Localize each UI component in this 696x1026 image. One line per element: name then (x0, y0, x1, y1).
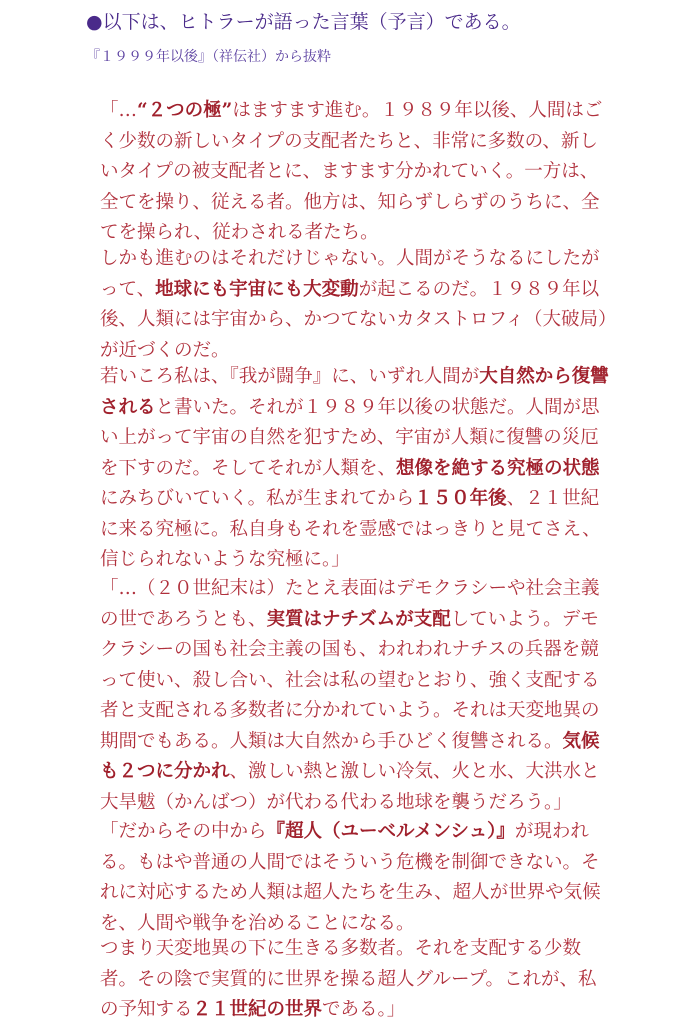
quote-paragraph (100, 244, 610, 366)
emphasis-text: 『超人（ユーベルメンシュ）』 (266, 821, 515, 842)
page-heading: ●以下は、ヒトラーが語った言葉（予言）である。 (86, 11, 521, 33)
emphasis-text: １５０年後 (414, 488, 507, 509)
paragraph-text: はますます進む。１９８９年以後、人間はごく少数の新しいタイプの支配者たちと、非常に多数の、新しいタイプの被支配者とに、ますます分かれていく。一方は、全てを操り、従える者。他方は、知らずしらずのうちに、全てを操られ、従わされる者たち。 (100, 100, 603, 243)
quote-paragraph (100, 817, 610, 939)
emphasis-text: “２つの極” (137, 100, 233, 121)
quote-paragraph (100, 934, 610, 1026)
quote-paragraph (100, 96, 610, 249)
emphasis-text: 気候も２つに分かれ (100, 730, 600, 782)
paragraph-text: と書いた。それが１９８９年以後の状態だ。人間が思い上がって宇宙の自然を犯すため、宇宙が人類に復讐の災厄を下すのだ。そしてそれが人類を、 (100, 396, 600, 479)
paragraph-text: しかも進むのはそれだけじゃない。人間がそうなるにしたがって、 (100, 248, 600, 300)
emphasis-text: 地球にも宇宙にも大変動 (155, 278, 359, 300)
paragraph-text: 「… (100, 100, 138, 121)
paragraph-text: にみちびいていく。私が生まれてから (100, 488, 415, 509)
paragraph-text: 、２１世紀に来る究極に。私自身もそれを霊感ではっきりと見てさえ、信じられないような究極に。」 (100, 488, 601, 570)
emphasis-text: 大自然から復讐される (100, 366, 609, 418)
emphasis-text: ２１世紀の世界 (192, 999, 323, 1020)
paragraph-text: 「だからその中から (100, 821, 267, 842)
paragraph-text: が起こるのだ。１９８９年以後、人類には宇宙から、かつてないカタストロフィ（大破局）が近づくのだ。 (100, 278, 608, 361)
paragraph-text: 、激しい熱と激しい冷気、火と水、大洪水と大旱魃（かんばつ）が代わる代わる地球を襲うだろう。」 (100, 761, 600, 813)
paragraph-text: である。」 (322, 999, 406, 1020)
emphasis-text: 想像を絶する究極の状態 (396, 457, 600, 479)
paragraph-text: 若いころ私は、『我が闘争』に、いずれ人間が (100, 366, 480, 387)
paragraph-text: が現われる。もはや普通の人間ではそういう危機を制御できない。それに対応するため人類は超人たちを生み、超人が世界や気候を、人間や戦争を治めることになる。 (100, 821, 601, 934)
paragraph-text: 「…（２０世紀末は）たとえ表面はデモクラシーや社会主義の世であろうとも、 (100, 578, 600, 630)
emphasis-text: 実質はナチズムが支配 (266, 608, 451, 630)
source-citation: 『１９９９年以後』（祥伝社）から抜粋 (86, 49, 331, 65)
paragraph-text: していよう。デモクラシーの国も社会主義の国も、われわれナチスの兵器を競って使い、殺し合い、社会は私の望むとおり、強く支配する者と支配される多数者に分かれていよう。それは天変地異の期間でもある。人類は大自然から手ひどく復讐される。 (100, 608, 600, 752)
quote-paragraph (100, 574, 610, 818)
paragraph-text: つまり天変地異の下に生きる多数者。それを支配する少数者。その陰で実質的に世界を操る超人グループ。これが、私の予知する (100, 938, 597, 1020)
quote-paragraph (100, 362, 610, 576)
